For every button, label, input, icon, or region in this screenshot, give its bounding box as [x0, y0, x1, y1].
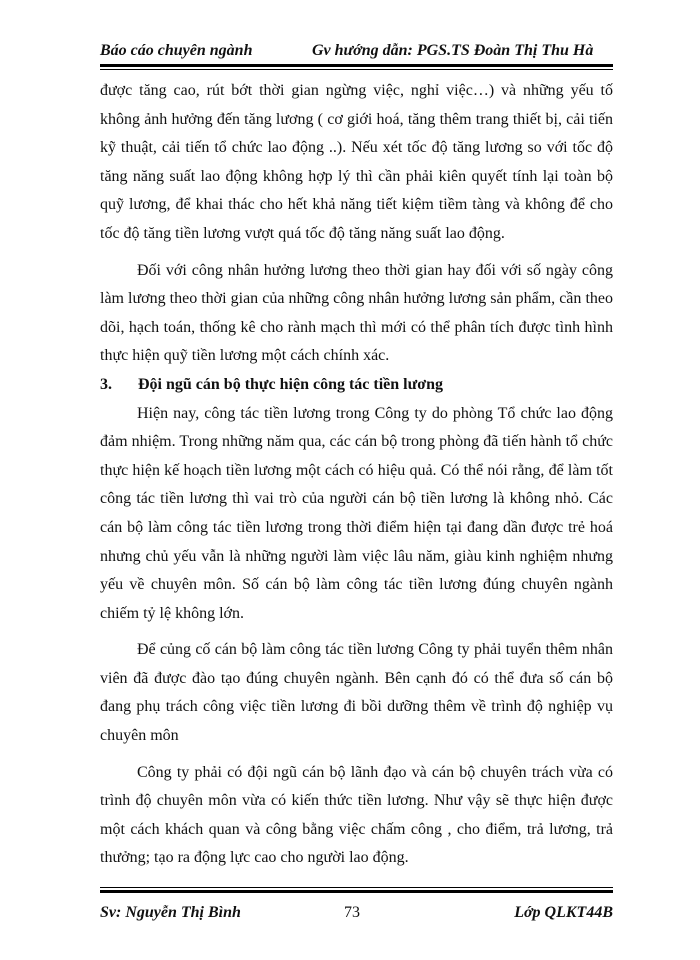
header-report-title: Báo cáo chuyên ngành [100, 42, 253, 59]
body-paragraph: Công ty phải có đội ngũ cán bộ lãnh đạo và cán bộ chuyên trách vừa có trình độ chuyên môn vừa có kiến thức tiền lương. Như vậy sẽ thực hiện được một cách khách quan và công bằng việc chấm công , cho điểm, trả lương, trả thưởng; tạo ra động lực cao cho người lao động. [100, 763, 613, 867]
body-paragraph: Để củng cố cán bộ làm công tác tiền lương Công ty phải tuyển thêm nhân viên đã được đào tạo đúng chuyên ngành. Bên cạnh đó có thể đưa số cán bộ đang phụ trách công việc tiền lương đi bồi dưỡng thêm về trình độ nghiệp vụ chuyên môn [100, 641, 613, 745]
section-heading [100, 371, 613, 400]
header-supervisor: Gv hướng dẫn: PGS.TS Đoàn Thị Thu Hà [312, 42, 594, 59]
page-number: 73 [344, 904, 360, 921]
section-number: 3. [100, 375, 112, 393]
page-footer [100, 904, 613, 924]
body-paragraph: Hiện nay, công tác tiền lương trong Công ty do phòng Tổ chức lao động đảm nhiệm. Trong những năm qua, các cán bộ trong phòng đã tiến hành tổ chức thực hiện kế hoạch tiền lương một cách có hiệu quả. Có thể nói rằng, để làm tốt công tác tiền lương thì vai trò của người cán bộ tiền lương là không nhỏ. Các cán bộ làm công tác tiền lương trong thời điểm hiện tại đang dần được trẻ hoá nhưng chủ yếu vẫn là những người làm việc lâu năm, giàu kinh nghiệm nhưng yếu về chuyên môn. Số cán bộ làm công tác tiền lương đúng chuyên ngành chiếm tỷ lệ không lớn. [100, 404, 613, 622]
section-title: Đội ngũ cán bộ thực hiện công tác tiền lương [138, 375, 443, 393]
footer-rule-thin [100, 887, 613, 888]
header-rule-thick [100, 64, 613, 67]
header-rule-thin [100, 69, 613, 70]
footer-student: Sv: Nguyễn Thị Bình [100, 904, 241, 921]
footer-class: Lớp QLKT44B [514, 904, 613, 921]
body-paragraph: Đối với công nhân hưởng lương theo thời gian hay đối với số ngày công làm lương theo thời gian của những công nhân hưởng lương sản phẩm, cần theo dõi, hạch toán, thống kê cho rành mạch thì mới có thể phân tích được tình hình thực hiện quỹ tiền lương một cách chính xác. [100, 261, 613, 365]
footer-rule-thick [100, 890, 613, 893]
body-paragraph: được tăng cao, rút bớt thời gian ngừng việc, nghỉ việc…) và những yếu tố không ảnh hưởng đến tăng lương ( cơ giới hoá, tăng thêm trang thiết bị, cải tiến kỹ thuật, cải tiến tổ chức lao động ..). Nếu xét tốc độ tăng lương so với tốc độ tăng năng suất lao động không hợp lý thì cần phải kiên quyết tính lại toàn bộ quỹ lương, để khai thác cho hết khả năng tiết kiệm tiềm tàng và không để cho tốc độ tăng tiền lương vượt quá tốc độ tăng năng suất lao động. [100, 82, 613, 242]
page-body [100, 77, 613, 873]
page-header [100, 42, 612, 62]
